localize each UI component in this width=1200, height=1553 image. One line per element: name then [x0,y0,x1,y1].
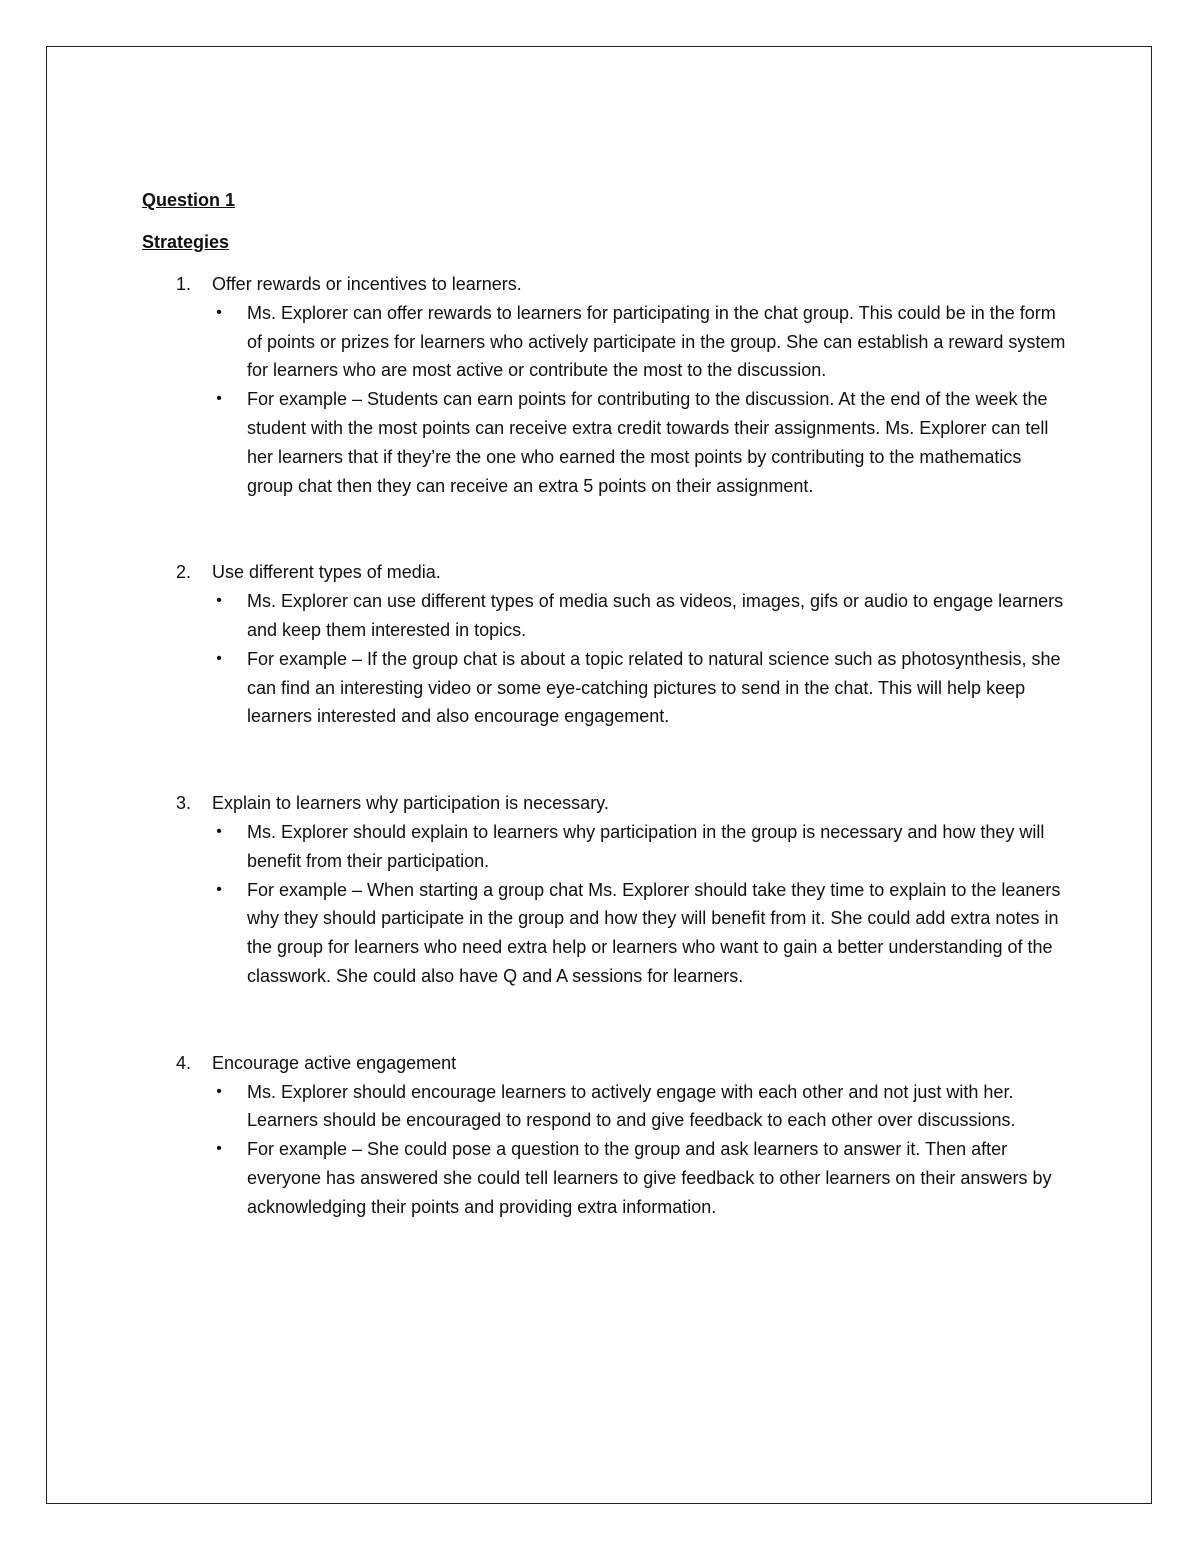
bullet-point [212,1078,1072,1136]
bullet-text: Ms. Explorer can offer rewards to learners for participating in the chat group. This could be in the form of points or prizes for learners who actively participate in the group. She can establish a reward system for learners who are most active or contribute the most to the discussion. [247,302,1066,381]
strategy-points [212,587,1072,731]
bullet-text: Ms. Explorer should encourage learners to actively engage with each other and not just with her. Learners should be encouraged to respond to and give feedback to each other over discussions. [247,1081,1016,1131]
strategy-points [212,1078,1072,1222]
bullet-text: Ms. Explorer can use different types of media such as videos, images, gifs or audio to engage learners and keep them interested in topics. [247,591,1064,640]
strategy-points [212,299,1072,501]
strategy-number: 4. [176,1052,192,1073]
strategy-title: Offer rewards or incentives to learners. [212,274,522,294]
strategy-number: 2. [176,562,192,583]
bullet-icon: • [216,390,222,408]
bullet-point [212,299,1072,385]
strategy-title: Explain to learners why participation is necessary. [212,793,609,814]
strategy-number: 3. [176,793,192,814]
bullet-point [212,645,1072,731]
strategy-item [142,1049,1072,1222]
document-body [142,186,1072,1222]
bullet-point [212,818,1072,876]
strategies-heading: Strategies [142,232,230,252]
bullet-point [212,876,1072,991]
strategies-list [142,270,1072,1222]
bullet-text: For example – She could pose a question to the group and ask learners to answer it. Then after everyone has answered she could tell learners to give feedback to other learners on their answers by acknowledging their points and providing extra information. [247,1139,1052,1217]
strategy-number: 1. [176,274,192,294]
bullet-point [212,1135,1072,1221]
bullet-point [212,587,1072,645]
strategy-points [212,818,1072,991]
question-heading: Question 1 [142,190,236,210]
strategy-item [142,789,1072,991]
bullet-point [212,385,1072,500]
bullet-icon: • [216,1082,222,1100]
bullet-text: Ms. Explorer should explain to learners why participation in the group is necessary and how they will benefit from their participation. [247,821,1045,871]
bullet-icon: • [216,649,222,667]
bullet-icon: • [216,822,222,840]
strategy-item [142,558,1072,731]
bullet-text: For example – If the group chat is about a topic related to natural science such as photosynthesis, she can find an interesting video or some eye-catching pictures to send in the chat. This will help keep learners interested and also encourage engagement. [247,648,1061,727]
bullet-icon: • [216,303,222,321]
strategy-title: Use different types of media. [212,562,441,583]
bullet-icon: • [216,1140,222,1158]
bullet-icon: • [216,592,222,610]
bullet-text: For example – When starting a group chat Ms. Explorer should take they time to explain to the leaners why they should participate in the group and how they will benefit from it. She could add extra notes in the group for learners who need extra help or learners who want to gain a better understanding of the classwork. She could also have Q and A sessions for learners. [247,879,1061,986]
strategy-item [142,270,1072,500]
bullet-icon: • [216,880,222,898]
bullet-text: For example – Students can earn points for contributing to the discussion. At the end of the week the student with the most points can receive extra credit towards their assignments. Ms. Explorer can tell her learners that if they’re the one who earned the most points by contributing to the mathematics group chat then they can receive an extra 5 points on their assignment. [247,389,1049,496]
strategy-title: Encourage active engagement [212,1052,457,1073]
